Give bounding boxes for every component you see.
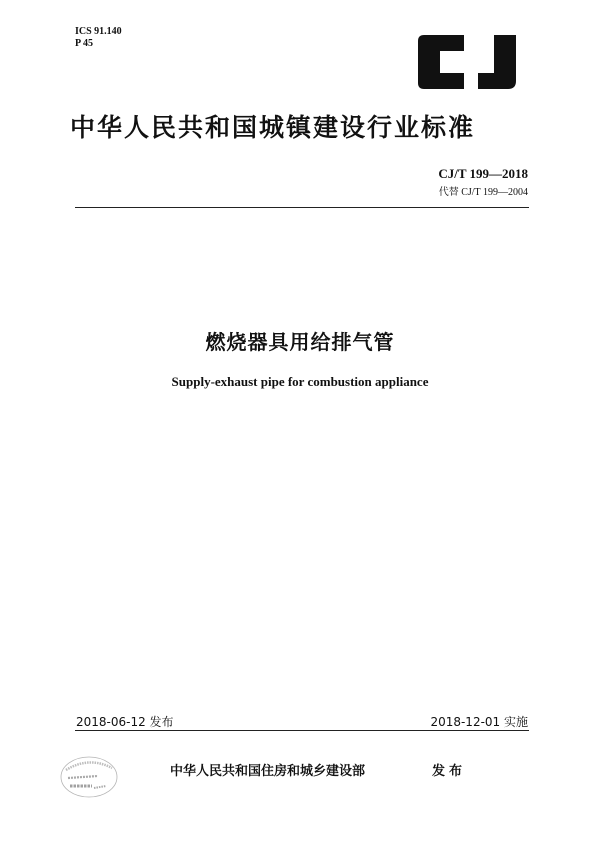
issuing-body-title: 中华人民共和国城镇建设行业标准 <box>70 113 476 142</box>
logo-letter-c <box>418 35 464 89</box>
classification-codes <box>75 26 122 50</box>
logo-letter-j <box>478 35 516 89</box>
bottom-divider <box>75 730 529 731</box>
top-divider <box>75 207 529 208</box>
implementation-date: 2018-12-01 实施 <box>430 715 528 729</box>
document-title-chinese: 燃烧器具用给排气管 <box>205 330 395 354</box>
issue-action: 发布 <box>432 764 467 779</box>
document-title-english: Supply-exhaust pipe for combustion appliance <box>171 374 429 389</box>
stamp-icon <box>58 752 120 802</box>
issue-date: 2018-06-12 发布 <box>76 715 174 729</box>
standard-replaces: 代替 CJ/T 199—2004 <box>438 187 528 198</box>
issuing-authority: 中华人民共和国住房和城乡建设部 <box>170 764 366 779</box>
ics-code: ICS 91.140 <box>75 26 122 37</box>
standard-number: CJ/T 199—2018 <box>438 166 528 181</box>
ccs-code: P 45 <box>75 38 94 49</box>
cj-logo <box>412 33 530 91</box>
